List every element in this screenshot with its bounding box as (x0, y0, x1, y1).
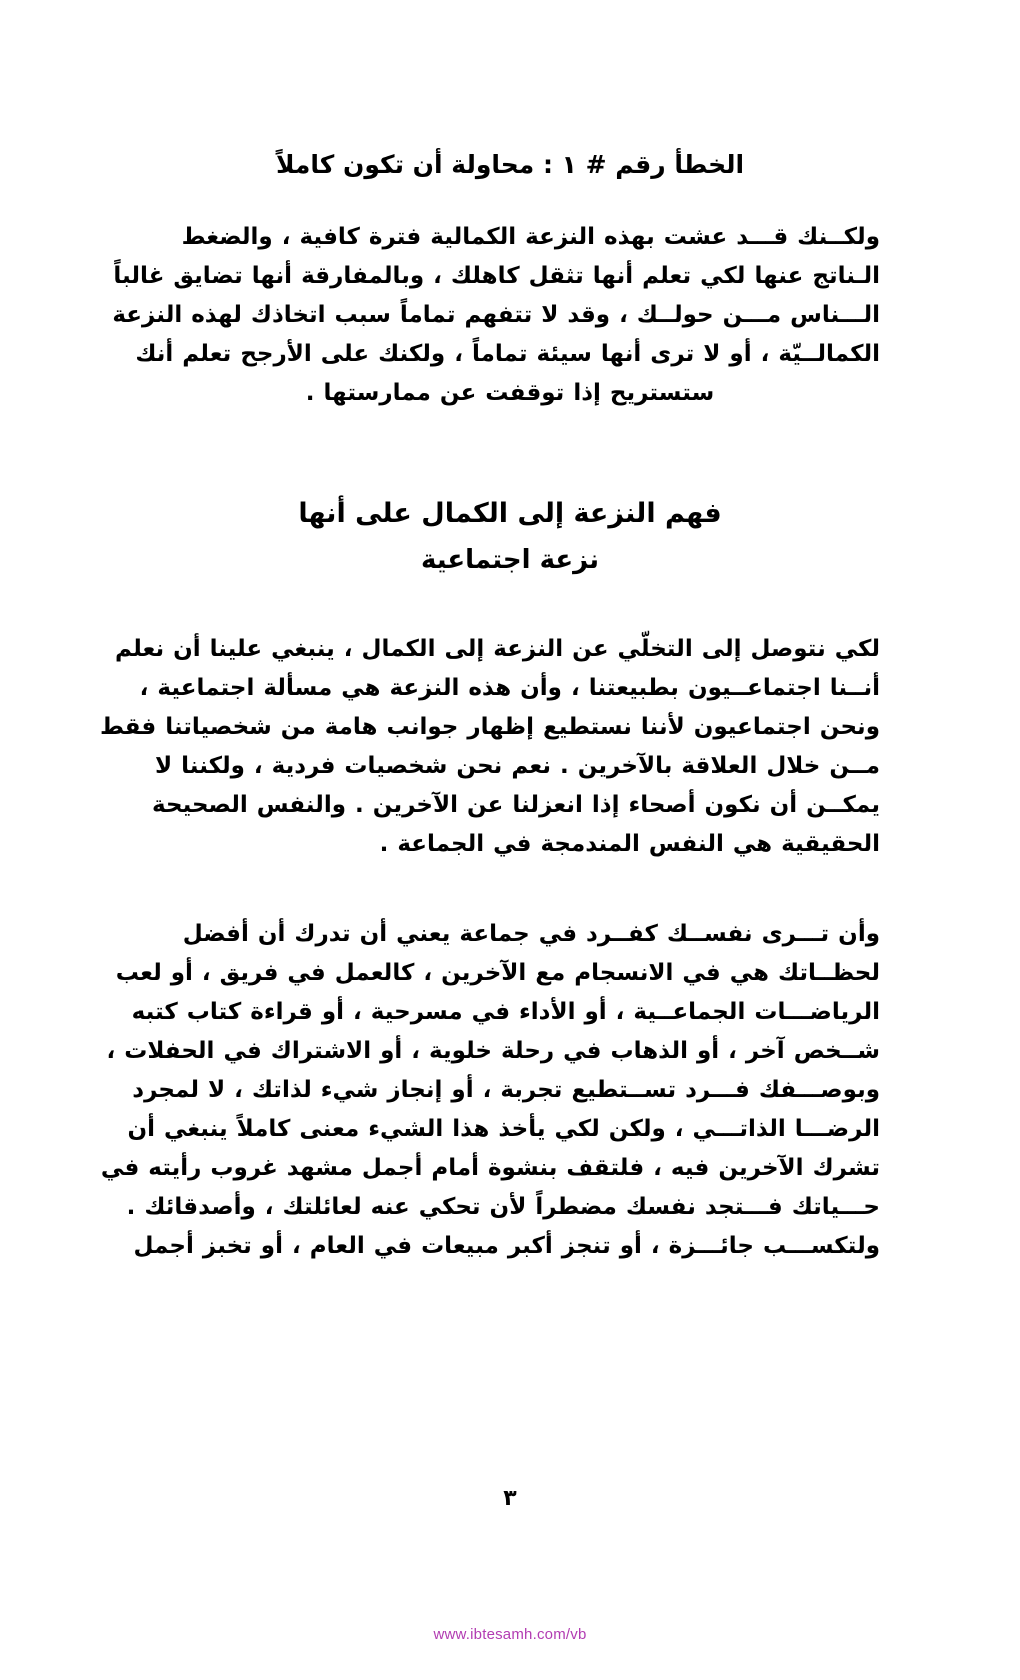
line-text: الحقيقية هي النفس المندمجة في الجماعة . (379, 831, 880, 857)
text-line (115, 630, 880, 669)
line-text: وبوصـــفك فـــرد تســتطيع تجربة ، أو إنجاز شيء لذاتك ، لا لمجرد (132, 1077, 880, 1103)
line-text: شــخص آخر ، أو الذهاب في رحلة خلوية ، أو الاشتراك في الحفلات ، (106, 1038, 880, 1064)
line-text: مــن خلال العلاقة بالآخرين . نعم نحن شخصيات فردية ، ولكننا لا (155, 753, 880, 779)
paragraph-social-nature (99, 630, 880, 864)
text-line (100, 1149, 880, 1188)
section-subheading (140, 490, 880, 584)
text-line (106, 1032, 880, 1071)
page-content-area (99, 0, 880, 1680)
line-text: يمكــن أن نكون أصحاء إذا انعزلنا عن الآخرين . والنفس الصحيحة (152, 792, 880, 818)
text-line (140, 669, 880, 708)
line-text: تشرك الآخرين فيه ، فلتقف بنشوة أمام أجمل مشهد غروب رأيته في (100, 1155, 880, 1181)
text-line (113, 257, 880, 296)
line-text: الرضـــا الذاتـــي ، ولكن لكي يأخذ هذا الشيء معنى كاملاً ينبغي أن (127, 1116, 880, 1142)
line-text: الكمالــيّة ، أو لا ترى أنها سيئة تماماً ، ولكنك على الأرجح تعلم أنك (135, 341, 880, 367)
paragraph-intro (112, 218, 880, 413)
line-text: ستستريح إذا توقفت عن ممارستها . (305, 380, 715, 406)
line-text: الـــناس مـــن حولــك ، وقد لا تتفهم تماماً سبب اتخاذك لهذه النزعة (112, 302, 880, 328)
text-line (131, 993, 880, 1032)
chapter-title: الخطأ رقم # ١ : محاولة أن تكون كاملاً (275, 150, 745, 179)
line-text: ولكــنك قـــد عشت بهذه النزعة الكمالية فترة كافية ، والضغط (181, 224, 880, 250)
text-line (140, 825, 880, 864)
text-line (126, 1188, 880, 1227)
text-line (140, 218, 880, 257)
text-line (112, 296, 880, 335)
line-text: أنــنا اجتماعــيون بطبيعتنا ، وأن هذه النزعة هي مسألة اجتماعية ، (139, 675, 880, 701)
site-watermark: www.ibtesamh.com/vb (433, 1626, 587, 1643)
text-line (140, 786, 880, 825)
page-number: ٣ (503, 1486, 517, 1511)
line-text: ولتكســـب جائـــزة ، أو تنجز أكبر مبيعات في العام ، أو تخبز أجمل (133, 1233, 880, 1259)
text-line (133, 1227, 880, 1266)
text-line (140, 747, 880, 786)
line-text: الـناتج عنها لكي تعلم أنها تثقل كاهلك ، وبالمفارقة أنها تضايق غالباً (113, 263, 880, 289)
paragraph-individual-in-group (100, 915, 880, 1266)
line-text: الرياضـــات الجماعــية ، أو الأداء في مسرحية ، أو قراءة كتاب كتبه (131, 999, 880, 1025)
text-line (140, 915, 880, 954)
text-line (99, 708, 880, 747)
text-line (132, 1071, 880, 1110)
subheading-line-2: نزعة اجتماعية (420, 545, 600, 575)
text-line (127, 1110, 880, 1149)
text-line (140, 374, 880, 413)
text-line (135, 335, 880, 374)
line-text: لكي نتوصل إلى التخلّي عن النزعة إلى الكمال ، ينبغي علينا أن نعلم (115, 636, 880, 662)
line-text: حـــياتك فـــتجد نفسك مضطراً لأن تحكي عنه لعائلتك ، وأصدقائك . (126, 1194, 880, 1220)
line-text: ونحن اجتماعيون لأننا نستطيع إظهار جوانب هامة من شخصياتنا فقط (99, 714, 880, 740)
subheading-line-1: فهم النزعة إلى الكمال على أنها (298, 498, 722, 529)
line-text: وأن تـــرى نفســك كفــرد في جماعة يعني أن تدرك أن أفضل (182, 921, 880, 947)
text-line (115, 954, 880, 993)
line-text: لحظــاتك هي في الانسجام مع الآخرين ، كالعمل في فريق ، أو لعب (115, 960, 880, 986)
